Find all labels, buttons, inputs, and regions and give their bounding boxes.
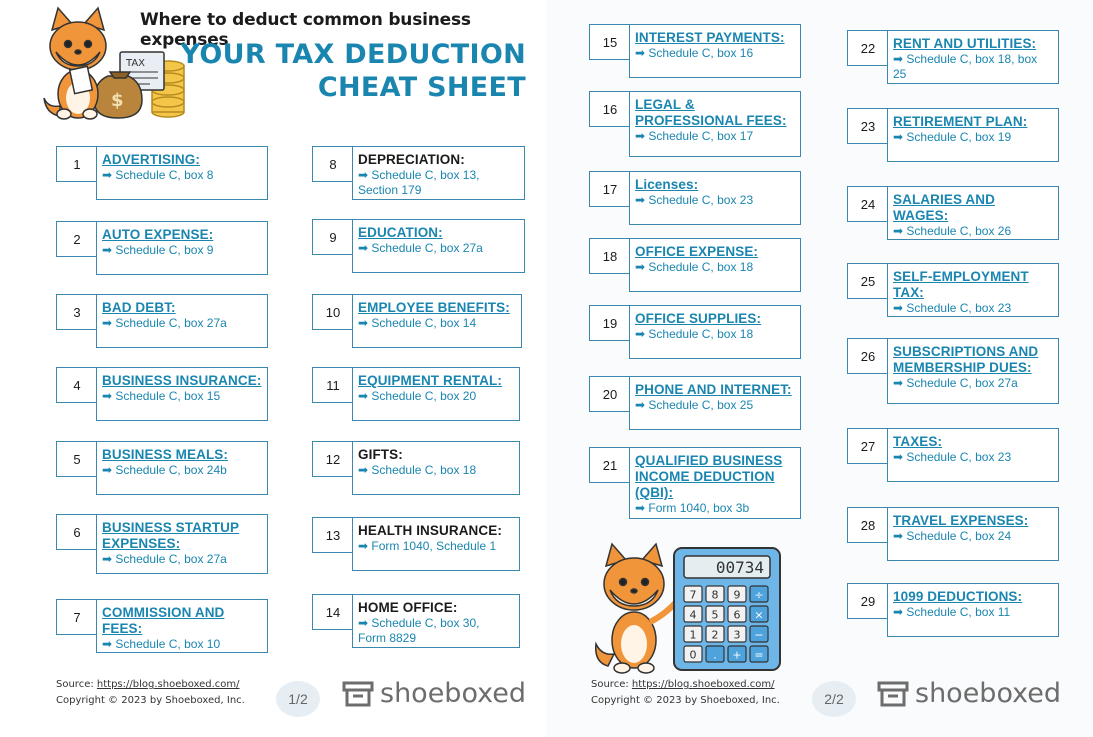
item-number: 10 (312, 294, 354, 330)
item-number: 13 (312, 517, 354, 553)
item-label: PHONE AND INTERNET: (635, 382, 792, 397)
source-link[interactable]: https://blog.shoeboxed.com/ (96, 679, 240, 690)
deduction-item-22 (847, 30, 1059, 84)
item-detail: ➡ Schedule C, box 17 (635, 129, 754, 143)
item-number: 25 (847, 263, 889, 299)
calculator-key-label: 0 (689, 648, 697, 662)
deduction-item-17 (589, 171, 801, 225)
item-number: 26 (847, 338, 889, 374)
item-detail-line-2: 25 (893, 67, 907, 81)
item-detail: ➡ Schedule C, box 19 (893, 130, 1012, 144)
item-detail: ➡ Form 1040, box 3b (635, 501, 750, 515)
item-detail-line-2: Form 8829 (358, 631, 417, 645)
item-detail: ➡ Schedule C, box 11 (893, 605, 1011, 619)
item-number: 12 (312, 441, 354, 477)
deduction-item-26 (847, 338, 1059, 404)
item-detail: ➡ Schedule C, box 24 (893, 529, 1012, 543)
item-detail: ➡ Schedule C, box 15 (102, 389, 221, 403)
header-subtitle: Where to deduct common business expenses (140, 10, 471, 50)
item-label: RENT AND UTILITIES: (893, 36, 1037, 51)
item-label: Licenses: (635, 177, 699, 192)
cheat-sheet-page-2 (546, 0, 1093, 737)
item-number: 27 (847, 428, 889, 464)
svg-text:TAX: TAX (126, 58, 146, 69)
item-detail: ➡ Schedule C, box 27a (893, 376, 1018, 390)
item-label: BAD DEBT: (102, 300, 176, 315)
item-detail: ➡ Schedule C, box 16 (635, 46, 754, 60)
deduction-item-29 (847, 583, 1059, 637)
calculator-key-label: 9 (733, 588, 741, 602)
shoebox-icon (877, 681, 909, 707)
item-number: 29 (847, 583, 889, 619)
item-label: 1099 DEDUCTIONS: (893, 589, 1023, 604)
item-number: 23 (847, 108, 889, 144)
brand-name: shoeboxed (380, 678, 527, 709)
shoebox-icon (342, 681, 374, 707)
item-number: 1 (56, 146, 98, 182)
item-detail: ➡ Schedule C, box 27a (358, 241, 483, 255)
item-label: HOME OFFICE: (358, 600, 458, 615)
item-detail: ➡ Form 1040, Schedule 1 (358, 539, 497, 553)
deduction-item-15 (589, 24, 801, 78)
item-detail: ➡ Schedule C, box 27a (102, 552, 227, 566)
item-number: 8 (312, 146, 354, 182)
item-number: 2 (56, 221, 98, 257)
deduction-item-16 (589, 91, 801, 157)
deduction-item-13 (312, 517, 520, 571)
cheat-sheet-page-1 (0, 0, 546, 737)
deduction-item-3 (56, 294, 268, 348)
item-number: 16 (589, 91, 631, 127)
item-label: SUBSCRIPTIONS AND MEMBERSHIP DUES: (893, 344, 1039, 375)
brand-logo (877, 678, 1061, 709)
item-detail: ➡ Schedule C, box 10 (102, 637, 221, 651)
item-detail: ➡ Schedule C, box 27a (102, 316, 227, 330)
calculator-key-label: 1 (689, 628, 697, 642)
item-label: GIFTS: (358, 447, 403, 462)
item-detail: ➡ Schedule C, box 23 (893, 450, 1012, 464)
calculator-key-label: + (732, 648, 742, 662)
item-label: COMMISSION AND FEES: (102, 605, 225, 636)
calculator-key-label: 6 (733, 608, 741, 622)
item-number: 9 (312, 219, 354, 255)
deduction-item-10 (312, 294, 522, 348)
item-label: LEGAL & PROFESSIONAL FEES: (635, 97, 787, 128)
deduction-item-2 (56, 221, 268, 275)
item-detail: ➡ Schedule C, box 30, (358, 616, 480, 630)
deduction-item-28 (847, 507, 1059, 561)
deduction-item-19 (589, 305, 801, 359)
item-label: HEALTH INSURANCE: (358, 523, 502, 538)
brand-name: shoeboxed (915, 678, 1062, 709)
calculator-key-label: 5 (711, 608, 719, 622)
item-label: EMPLOYEE BENEFITS: (358, 300, 510, 315)
title-line-2: CHEAT SHEET (317, 72, 526, 103)
item-label: ADVERTISING: (102, 152, 200, 167)
item-number: 5 (56, 441, 98, 477)
source-prefix: Source: (56, 679, 97, 690)
item-number: 17 (589, 171, 631, 207)
deduction-item-12 (312, 441, 520, 495)
item-number: 21 (589, 447, 631, 483)
item-label: QUALIFIED BUSINESS INCOME DEDUCTION (QBI): (635, 453, 783, 500)
calculator-display: 00734 (715, 558, 764, 577)
item-label: TAXES: (893, 434, 943, 449)
deduction-item-1 (56, 146, 268, 200)
item-detail: ➡ Schedule C, box 24b (102, 463, 227, 477)
item-label: DEPRECIATION: (358, 152, 465, 167)
deduction-item-5 (56, 441, 268, 495)
source-link[interactable]: https://blog.shoeboxed.com/ (631, 679, 775, 690)
item-number: 15 (589, 24, 631, 60)
item-label: RETIREMENT PLAN: (893, 114, 1028, 129)
deduction-item-24 (847, 186, 1059, 240)
item-detail: ➡ Schedule C, box 13, (358, 168, 480, 182)
item-detail: ➡ Schedule C, box 23 (635, 193, 754, 207)
calculator-key-label: 2 (711, 628, 719, 642)
item-number: 28 (847, 507, 889, 543)
item-number: 4 (56, 367, 98, 403)
deduction-item-6 (56, 514, 268, 574)
copyright-text: Copyright © 2023 by Shoeboxed, Inc. (591, 695, 780, 706)
calculator-key-label: ÷ (754, 588, 764, 602)
deduction-item-21 (589, 447, 801, 519)
item-label: BUSINESS MEALS: (102, 447, 229, 462)
calculator-key-label: 7 (689, 588, 697, 602)
item-label: TRAVEL EXPENSES: (893, 513, 1029, 528)
deduction-item-8 (312, 146, 525, 200)
item-label: EQUIPMENT RENTAL: (358, 373, 502, 388)
item-number: 24 (847, 186, 889, 222)
calculator-key-label: . (713, 648, 717, 662)
item-detail: ➡ Schedule C, box 8 (102, 168, 214, 182)
page-title (180, 38, 526, 104)
item-number: 3 (56, 294, 98, 330)
source-note (56, 677, 245, 709)
page-number: 2/2 (812, 681, 856, 717)
item-label: BUSINESS INSURANCE: (102, 373, 262, 388)
item-detail: ➡ Schedule C, box 20 (358, 389, 477, 403)
item-label: EDUCATION: (358, 225, 443, 240)
calculator-key-label: 8 (711, 588, 719, 602)
calculator-key-label: 3 (733, 628, 741, 642)
copyright-text: Copyright © 2023 by Shoeboxed, Inc. (56, 695, 245, 706)
deduction-item-4 (56, 367, 268, 421)
item-detail: ➡ Schedule C, box 18 (358, 463, 477, 477)
svg-text:$: $ (111, 90, 124, 111)
deduction-item-9 (312, 219, 525, 273)
calculator-key-label: 4 (689, 608, 697, 622)
item-detail: ➡ Schedule C, box 23 (893, 301, 1012, 315)
item-number: 20 (589, 376, 631, 412)
deduction-item-20 (589, 376, 801, 430)
item-number: 7 (56, 599, 98, 635)
item-label: SELF-EMPLOYMENT TAX: (893, 269, 1029, 300)
item-detail: ➡ Schedule C, box 18 (635, 260, 754, 274)
item-detail: ➡ Schedule C, box 9 (102, 243, 214, 257)
deduction-item-14 (312, 594, 520, 648)
source-prefix: Source: (591, 679, 632, 690)
item-detail: ➡ Schedule C, box 26 (893, 224, 1012, 238)
item-detail: ➡ Schedule C, box 14 (358, 316, 477, 330)
item-detail: ➡ Schedule C, box 18 (635, 327, 754, 341)
deduction-item-23 (847, 108, 1059, 162)
title-line-1: YOUR TAX DEDUCTION (180, 39, 526, 70)
deduction-item-11 (312, 367, 520, 421)
item-label: BUSINESS STARTUP EXPENSES: (102, 520, 240, 551)
item-number: 19 (589, 305, 631, 341)
item-number: 22 (847, 30, 889, 66)
item-label: OFFICE SUPPLIES: (635, 311, 762, 326)
item-label: INTEREST PAYMENTS: (635, 30, 785, 45)
source-note (591, 677, 780, 709)
deduction-item-18 (589, 238, 801, 292)
item-detail-line-2: Section 179 (358, 183, 422, 197)
page-number: 1/2 (276, 681, 320, 717)
brand-logo (342, 678, 526, 709)
item-detail: ➡ Schedule C, box 18, box (893, 52, 1038, 66)
calculator-key-label: = (754, 648, 764, 662)
calculator-key-label: − (754, 628, 764, 642)
item-label: OFFICE EXPENSE: (635, 244, 759, 259)
shiba-mascot-calculator-illustration (594, 540, 834, 674)
deduction-item-25 (847, 263, 1059, 317)
item-label: SALARIES AND WAGES: (893, 192, 995, 223)
item-detail: ➡ Schedule C, box 25 (635, 398, 754, 412)
item-label: AUTO EXPENSE: (102, 227, 214, 242)
deduction-item-27 (847, 428, 1059, 482)
item-number: 18 (589, 238, 631, 274)
calculator-key-label: × (754, 608, 764, 622)
item-number: 14 (312, 594, 354, 630)
item-number: 6 (56, 514, 98, 550)
deduction-item-7 (56, 599, 268, 653)
item-number: 11 (312, 367, 354, 403)
